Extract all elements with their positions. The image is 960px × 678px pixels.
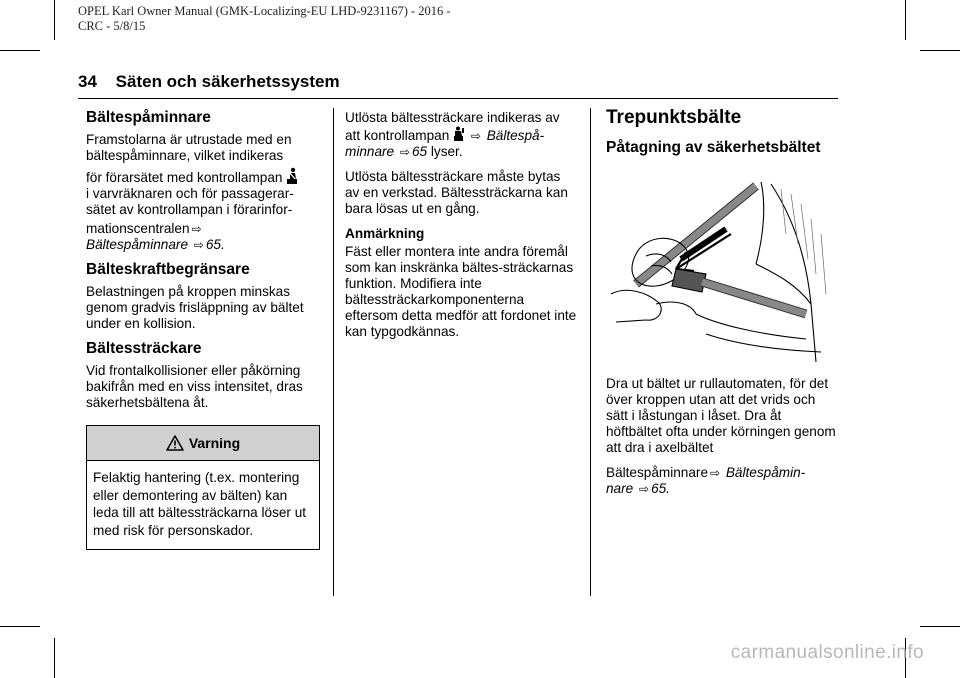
meta-line-1: OPEL Karl Owner Manual (GMK-Localizing-EU LHD-9231167) - 2016 -: [78, 4, 451, 18]
seatbelt-illustration: [606, 174, 838, 362]
crop-mark: [54, 0, 55, 40]
column-2: [345, 110, 577, 349]
heading-force-limiter: Bälteskraftbegränsare: [86, 261, 250, 278]
heading-fastening-belt: Påtagning av säkerhetsbältet: [606, 139, 821, 156]
warning-box: [86, 425, 320, 550]
warning-text: Felaktig hantering (t.ex. montering eller demontering av bälten) kan leda till att bältessträckarna löser ut med risk för personskador.: [93, 470, 307, 538]
reference-arrow-icon: ⇨: [710, 466, 721, 480]
page-reference: 65: [411, 144, 428, 159]
paragraph-reminder-reference: [606, 465, 838, 497]
text-span: Bältespåminnare: [606, 465, 709, 480]
column-divider: [333, 108, 334, 596]
column-divider: [590, 108, 591, 596]
reference-arrow-icon: ⇨: [191, 222, 202, 236]
document-meta: [78, 4, 451, 34]
paragraph-reminder: [86, 132, 320, 253]
page-title: [78, 72, 340, 92]
note-text: Fäst eller montera inte andra föremål som kan inskränka bältes-sträckarnas funktion. Modifiera inte bältessträckarkomponenterna eftersom detta medför att fordonet inte kan typgodkännas.: [345, 244, 577, 339]
crop-mark: [54, 638, 55, 678]
reference-arrow-icon: ⇨: [399, 145, 410, 159]
warning-triangle-icon: [166, 435, 189, 452]
paragraph-tensioner-indicator: [345, 110, 577, 160]
seatbelt-warning-icon: [453, 128, 469, 143]
title-rule: [78, 98, 838, 99]
cross-reference-link[interactable]: Bältespåminnare: [86, 237, 189, 252]
paragraph-fasten-instructions: Dra ut bältet ur rullautomaten, för det över kroppen utan att det vrids och sätt i låstungan i låset. Dra åt höftbältet ofta under körningen genom att dra i axelbältet: [606, 376, 836, 455]
crop-mark: [920, 626, 960, 627]
heading-belt-reminder: Bältespåminnare: [86, 109, 211, 126]
watermark: carmanualsonline.info: [730, 642, 924, 663]
paragraph-tensioner-replace: Utlösta bältessträckare måste bytas av en verkstad. Bältessträckarna kan bara lösas ut en gång.: [345, 169, 568, 216]
text-line: [86, 237, 320, 253]
cross-reference-link[interactable]: nare: [606, 481, 634, 496]
text-line: [86, 221, 320, 237]
column-3: [606, 107, 838, 506]
text-line: sätet av kontrollampan i förarinfor-: [86, 202, 293, 217]
crop-mark: [920, 50, 960, 51]
cross-reference-link[interactable]: Bältespå-minnare: [345, 128, 545, 159]
reference-arrow-icon: ⇨: [470, 129, 481, 143]
reference-arrow-icon: ⇨: [639, 482, 650, 496]
text-line: [86, 167, 320, 186]
crop-mark: [0, 626, 40, 627]
page-reference: 65.: [651, 481, 670, 496]
text-line: bältespåminnare, vilket indikeras: [86, 148, 284, 163]
heading-belt-tensioner: Bältessträckare: [86, 340, 202, 357]
crop-mark: [905, 0, 906, 40]
meta-line-2: CRC - 5/8/15: [78, 19, 146, 33]
note-heading: Anmärkning: [345, 226, 425, 241]
cross-reference-link[interactable]: Bältespåmin-: [725, 465, 806, 480]
text-line: Framstolarna är utrustade med en: [86, 132, 292, 147]
page-reference: 65.: [205, 237, 225, 252]
warning-title: Varning: [188, 435, 241, 451]
paragraph-belt-tensioner: Vid frontalkollisioner eller påkörning bakifrån med en viss intensitet, dras säkerhetsbältena åt.: [86, 363, 303, 410]
text-span: lyser.: [430, 144, 463, 159]
column-1: [86, 110, 320, 550]
section-title: Säten och säkerhetssystem: [115, 72, 340, 91]
text-line: i varvräknaren och för passagerar-: [86, 186, 294, 201]
text-span: för förarsätet med kontrollampan: [86, 170, 283, 185]
text-span: Utlösta bältessträckare indikeras av att kontrollampan: [345, 110, 560, 143]
text-span: mationscentralen: [86, 221, 190, 236]
seatbelt-person-icon: [286, 170, 298, 185]
reference-arrow-icon: ⇨: [193, 238, 204, 252]
crop-mark: [0, 50, 40, 51]
paragraph-force-limiter: Belastningen på kroppen minskas genom gradvis frisläppning av bältet under en kollision.: [86, 284, 304, 331]
page-number: 34: [78, 72, 97, 91]
heading-three-point-belt: Trepunktsbälte: [606, 107, 742, 128]
warning-header: [87, 426, 319, 461]
